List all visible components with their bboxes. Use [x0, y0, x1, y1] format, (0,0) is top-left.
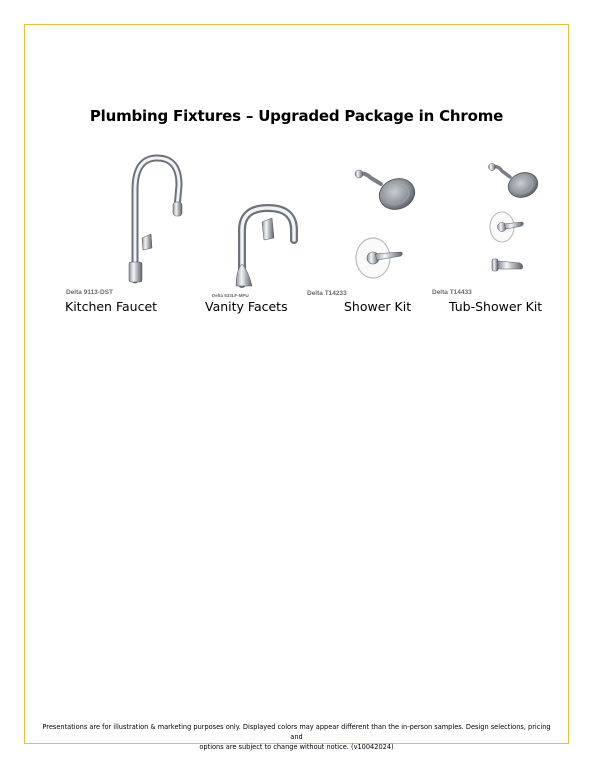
tub-shower-kit-icon: [488, 155, 543, 280]
product-name: Vanity Facets: [205, 299, 288, 314]
product-code: Delta 533LF-MPU: [212, 293, 249, 298]
product-code: Delta 9113-DST: [66, 289, 113, 296]
shower-kit-icon: [355, 160, 420, 285]
footer-line-1: Presentations are for illustration & marketing purposes only. Displayed colors may appear different than the in-person samples. Design selections, pricing and: [42, 723, 551, 741]
page-title: Plumbing Fixtures – Upgraded Package in Chrome: [89, 107, 504, 125]
product-name: Tub-Shower Kit: [449, 299, 543, 314]
footer-line-2: options are subject to change without notice. (v10042024): [199, 743, 394, 751]
product-name: Shower Kit: [344, 299, 412, 314]
product-name: Kitchen Faucet: [65, 299, 158, 314]
page-border: [24, 24, 569, 744]
footer-disclaimer: [40, 722, 553, 752]
product-code: Delta T14233: [307, 290, 347, 297]
product-code: Delta T14433: [432, 289, 472, 296]
kitchen-faucet-icon: [115, 150, 195, 285]
vanity-faucet-icon: [228, 200, 304, 290]
